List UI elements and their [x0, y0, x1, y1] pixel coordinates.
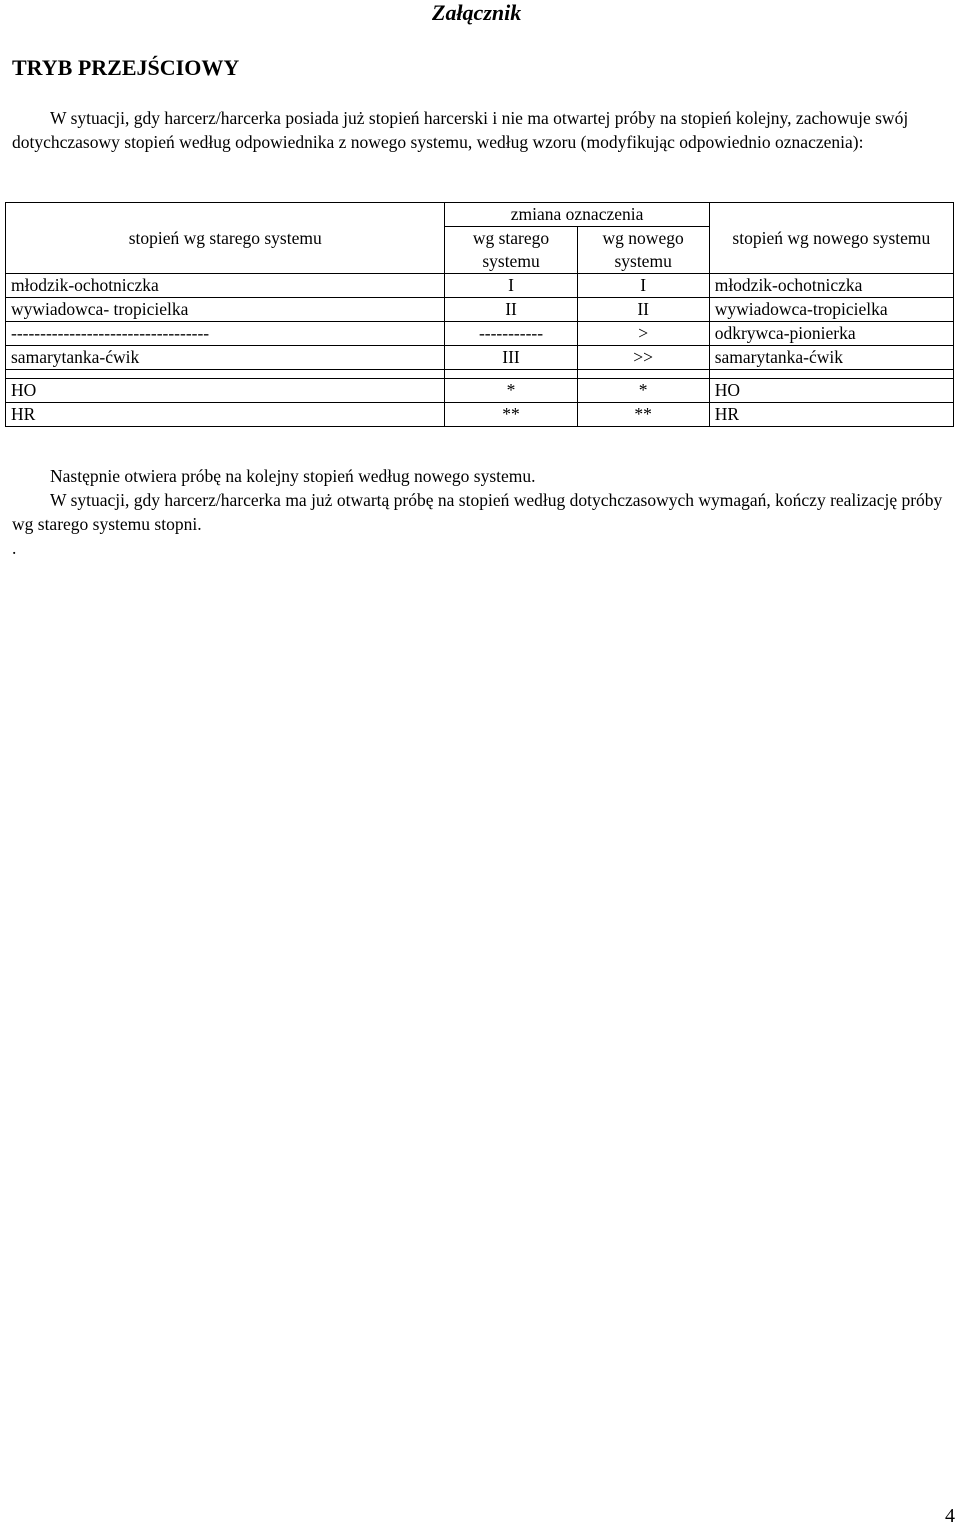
cell-old-grade: HO	[6, 379, 445, 403]
appendix-label: Załącznik	[432, 0, 522, 25]
header-change-group: zmiana oznaczenia	[445, 203, 709, 227]
cell-new-mark: >>	[577, 346, 709, 370]
spacer-cell	[709, 370, 953, 379]
closing-paragraphs	[12, 464, 957, 560]
table-header-row	[6, 203, 954, 227]
table-row	[6, 274, 954, 298]
cell-old-mark: -----------	[445, 322, 577, 346]
cell-new-mark: II	[577, 298, 709, 322]
header-new-mark: wg nowego systemu	[577, 227, 709, 274]
cell-old-grade: wywiadowca- tropicielka	[6, 298, 445, 322]
table-row	[6, 346, 954, 370]
spacer-cell	[577, 370, 709, 379]
intro-paragraph: W sytuacji, gdy harcerz/harcerka posiada już stopień harcerski i nie ma otwartej próby na stopień kolejny, zachowuje swój dotychczasowy stopień według odpowiednika z nowego systemu, według wzoru (modyfikując odpowiednio oznaczenia):	[12, 108, 909, 152]
header-new-grade: stopień wg nowego systemu	[709, 203, 953, 274]
cell-old-mark: *	[445, 379, 577, 403]
cell-new-grade: odkrywca-pionierka	[709, 322, 953, 346]
page-title: TRYB PRZEJŚCIOWY	[12, 55, 240, 80]
cell-old-mark: I	[445, 274, 577, 298]
cell-new-mark: >	[577, 322, 709, 346]
table-row	[6, 322, 954, 346]
cell-new-grade: wywiadowca-tropicielka	[709, 298, 953, 322]
cell-new-mark: *	[577, 379, 709, 403]
trailing-dot: .	[12, 538, 17, 558]
cell-new-mark: I	[577, 274, 709, 298]
cell-old-grade: HR	[6, 403, 445, 427]
header-old-mark: wg starego systemu	[445, 227, 577, 274]
cell-old-grade: młodzik-ochotniczka	[6, 274, 445, 298]
cell-old-grade: ----------------------------------	[6, 322, 445, 346]
table-spacer-row	[6, 370, 954, 379]
table-row	[6, 298, 954, 322]
spacer-cell	[6, 370, 445, 379]
cell-old-grade: samarytanka-ćwik	[6, 346, 445, 370]
page-number: 4	[945, 1505, 955, 1527]
cell-new-grade: samarytanka-ćwik	[709, 346, 953, 370]
cell-new-grade: HO	[709, 379, 953, 403]
cell-old-mark: II	[445, 298, 577, 322]
table-row	[6, 403, 954, 427]
open-trial-paragraph: W sytuacji, gdy harcerz/harcerka ma już otwartą próbę na stopień według dotychczasowych wymagań, kończy realizację próby wg starego systemu stopni.	[12, 490, 943, 534]
table-row	[6, 379, 954, 403]
spacer-cell	[445, 370, 577, 379]
next-step-paragraph: Następnie otwiera próbę na kolejny stopień według nowego systemu.	[50, 466, 536, 486]
header-old-grade: stopień wg starego systemu	[6, 203, 445, 274]
cell-new-grade: młodzik-ochotniczka	[709, 274, 953, 298]
grade-conversion-table	[5, 202, 954, 427]
cell-old-mark: III	[445, 346, 577, 370]
cell-new-mark: **	[577, 403, 709, 427]
cell-new-grade: HR	[709, 403, 953, 427]
cell-old-mark: **	[445, 403, 577, 427]
